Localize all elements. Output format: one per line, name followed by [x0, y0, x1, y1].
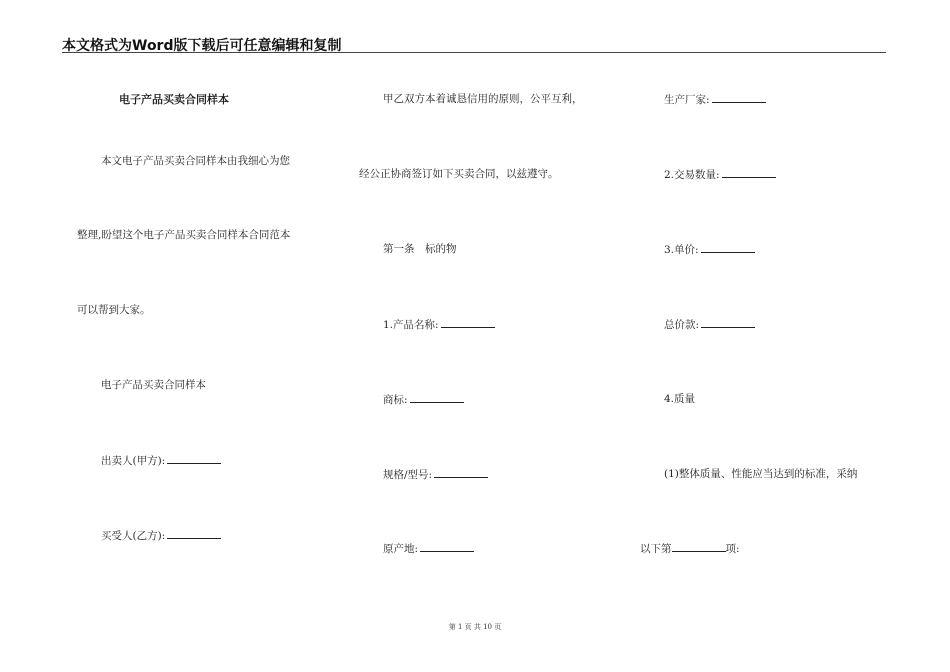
- seller-label: 出卖人(甲方):: [101, 455, 166, 467]
- quantity-label: 2.交易数量:: [664, 169, 720, 181]
- model-field: [383, 468, 488, 482]
- contract-subtitle: 电子产品买卖合同样本: [101, 379, 206, 391]
- buyer-field: [101, 529, 221, 543]
- page-footer: 第 1 页 共 10 页: [448, 623, 502, 631]
- quantity-blank: [722, 168, 776, 178]
- model-blank: [434, 468, 488, 478]
- brand-field: [383, 393, 464, 407]
- article-heading: 第一条 标的物: [383, 243, 457, 255]
- items-field: [640, 542, 740, 556]
- total-label: 总价款:: [664, 319, 700, 331]
- buyer-label: 买受人(乙方):: [101, 530, 166, 542]
- seller-blank: [167, 454, 221, 464]
- product-name-blank: [441, 318, 495, 328]
- total-field: [664, 318, 755, 332]
- body-line-2: 经公正协商签订如下买卖合同，以兹遵守。: [359, 168, 559, 180]
- contract-title: 电子产品买卖合同样本: [119, 93, 229, 106]
- total-blank: [701, 318, 755, 328]
- unit-price-blank: [701, 243, 755, 253]
- unit-price-label: 3.单价:: [664, 244, 699, 256]
- manufacturer-field: [664, 93, 766, 107]
- quality-text: (1)整体质量、性能应当达到的标准，采纳: [664, 468, 858, 480]
- unit-price-field: [664, 243, 755, 257]
- brand-blank: [410, 393, 464, 403]
- intro-line-1: 本文电子产品买卖合同样本由我细心为您: [101, 155, 290, 167]
- brand-label: 商标:: [383, 394, 408, 406]
- product-name-field: [383, 318, 495, 332]
- header-rule: [62, 52, 886, 53]
- intro-line-3: 可以帮到大家。: [77, 304, 151, 316]
- product-name-label: 1.产品名称:: [383, 319, 439, 331]
- page-header: 本文格式为Word版下载后可任意编辑和复制: [62, 38, 342, 54]
- model-label: 规格/型号:: [383, 469, 433, 481]
- origin-blank: [420, 542, 474, 552]
- intro-line-2: 整理,盼望这个电子产品买卖合同样本合同范本: [77, 229, 291, 241]
- buyer-blank: [167, 529, 221, 539]
- origin-label: 原产地:: [383, 543, 419, 555]
- items-suffix: 项:: [725, 543, 740, 555]
- items-blank: [672, 542, 726, 552]
- manufacturer-label: 生产厂家:: [664, 94, 710, 106]
- quantity-field: [664, 168, 776, 182]
- origin-field: [383, 542, 474, 556]
- body-line-1: 甲乙双方本着诚恳信用的原则，公平互利，: [383, 93, 583, 105]
- quality-heading: 4.质量: [664, 393, 696, 405]
- items-prefix: 以下第: [640, 543, 672, 555]
- seller-field: [101, 454, 221, 468]
- manufacturer-blank: [712, 93, 766, 103]
